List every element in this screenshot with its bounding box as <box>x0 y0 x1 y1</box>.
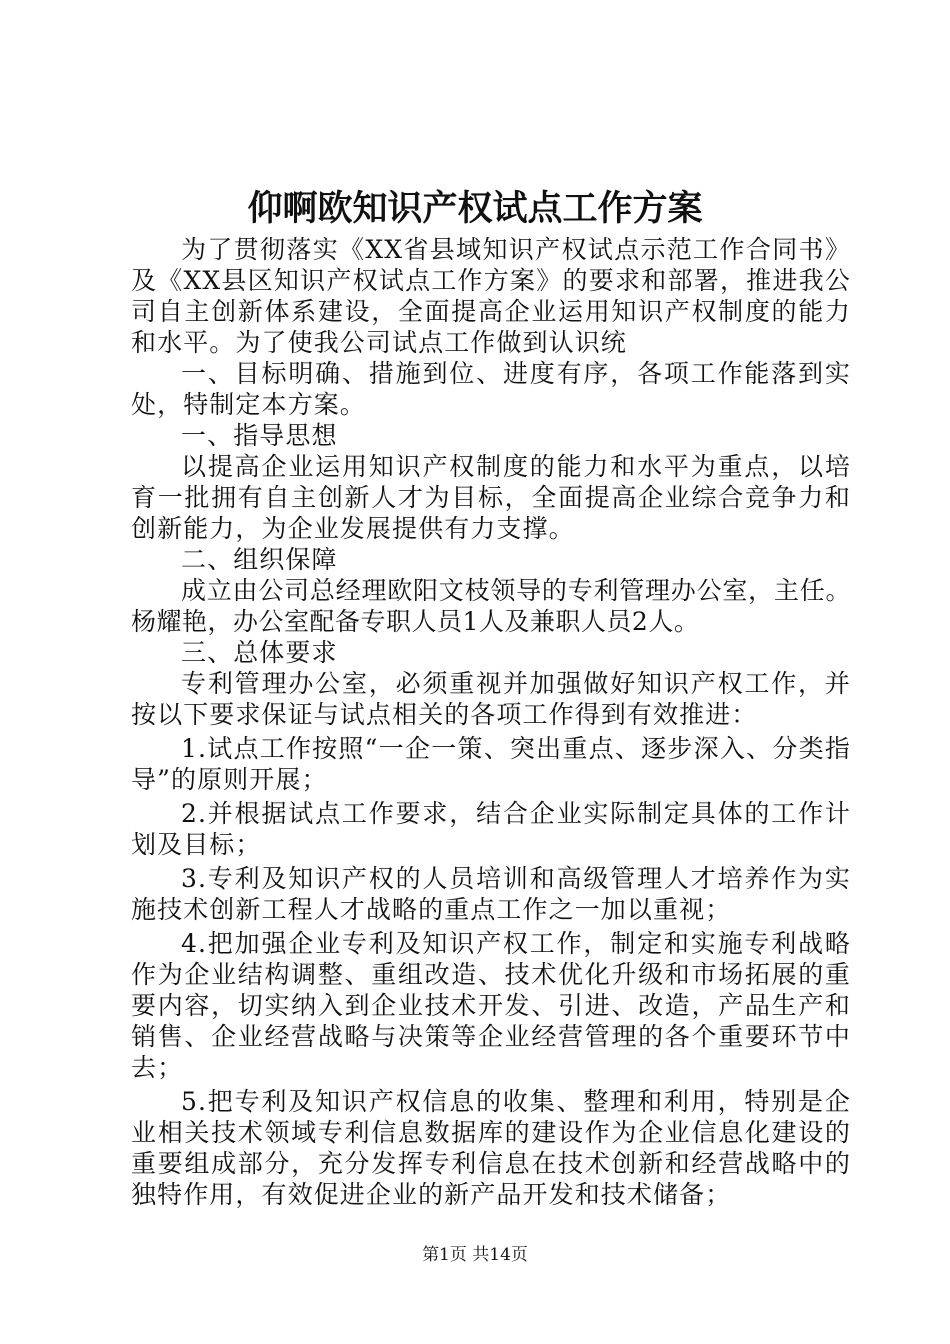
list-item-3: 3.专利及知识产权的人员培训和高级管理人才培养作为实施技术创新工程人才战略的重点工作之一加以重视； <box>131 864 851 924</box>
paragraph-organization: 成立由公司总经理欧阳文枝领导的专利管理办公室，主任。杨耀艳，办公室配备专职人员1人及兼职人员2人。 <box>131 576 851 636</box>
heading-organization: 二、组织保障 <box>181 545 338 574</box>
heading-general-requirements: 三、总体要求 <box>181 638 338 667</box>
paragraph-general-requirements: 专利管理办公室，必须重视并加强做好知识产权工作，并按以下要求保证与试点相关的各项工作得到有效推进： <box>131 669 851 729</box>
list-item-1: 1.试点工作按照“一企一策、突出重点、逐步深入、分类指导”的原则开展； <box>131 734 851 794</box>
document-title: 仰啊欧知识产权试点工作方案 <box>247 188 703 229</box>
paragraph-intro: 为了贯彻落实《XX省县域知识产权试点示范工作合同书》及《XX县区知识产权试点工作方案》的要求和部署，推进我公司自主创新体系建设，全面提高企业运用知识产权制度的能力和水平。为了使我公司试点工作做到认识统 <box>131 235 851 357</box>
paragraph-guiding-ideology: 以提高企业运用知识产权制度的能力和水平为重点，以培育一批拥有自主创新人才为目标，全面提高企业综合竞争力和创新能力，为企业发展提供有力支撑。 <box>131 452 851 543</box>
list-item-5: 5.把专利及知识产权信息的收集、整理和利用，特别是企业相关技术领域专利信息数据库的建设作为企业信息化建设的重要组成部分，充分发挥专利信息在技术创新和经营战略中的独特作用，有效促进企业的新产品开发和技术储备； <box>131 1087 851 1209</box>
list-item-4: 4.把加强企业专利及知识产权工作，制定和实施专利战略作为企业结构调整、重组改造、技术优化升级和市场拓展的重要内容，切实纳入到企业技术开发、引进、改造，产品生产和销售、企业经营战略与决策等企业经营管理的各个重要环节中去； <box>131 929 851 1082</box>
document-body <box>131 234 851 1210</box>
paragraph-goals: 一、目标明确、措施到位、进度有序，各项工作能落到实处，特制定本方案。 <box>131 359 851 419</box>
heading-guiding-ideology: 一、指导思想 <box>181 421 338 450</box>
list-item-2: 2.并根据试点工作要求，结合企业实际制定具体的工作计划及目标； <box>131 799 851 859</box>
page-number: 第1页 共14页 <box>422 1245 528 1265</box>
